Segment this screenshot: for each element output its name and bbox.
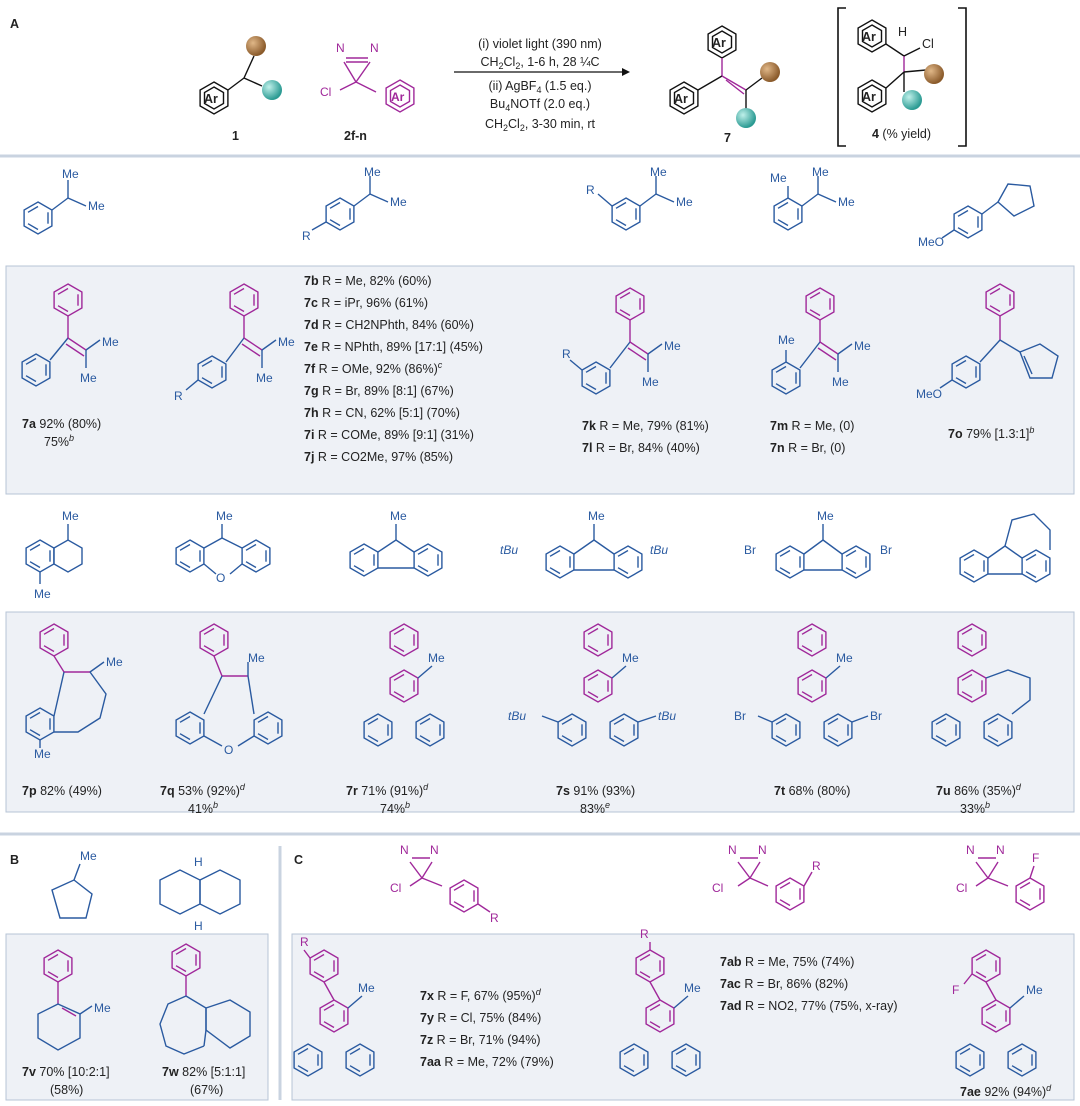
- condition-3: (ii) AgBF$_4$ (1.5 eq.): [488, 79, 592, 95]
- yield-7q: 7q 53% $(92\%)^d$: [160, 782, 245, 798]
- me-label: Me: [770, 171, 787, 185]
- yield-7c: 7c R = iPr, 96% (61%): [304, 296, 429, 310]
- n-label: N: [966, 843, 975, 857]
- r-label: R: [586, 183, 595, 197]
- substrate-para-cumene: [302, 165, 407, 243]
- yield-7u: 7u 86% $(35\%)^d$: [936, 782, 1021, 798]
- me-label: Me: [278, 335, 295, 349]
- yield-7s: 7s 91% (93%): [556, 784, 636, 798]
- yield-7m: 7m R = Me, (0): [770, 419, 855, 433]
- yield-7h: 7h R = CN, 62% [5:1] (70%): [304, 406, 460, 420]
- meo-label: MeO: [916, 387, 943, 401]
- yield-7d: 7d R = CH2NPhth, 84% (60%): [304, 318, 474, 332]
- h-label: H: [194, 855, 203, 869]
- substrate-methylcyclopentane: [52, 849, 97, 918]
- products-panel-c: [292, 934, 1074, 1100]
- ar-label-2: Ar: [391, 90, 405, 104]
- o-label: O: [216, 571, 226, 585]
- reactant-1-label: 1: [232, 129, 239, 143]
- substrate-decalin: [160, 855, 240, 933]
- yield-7k: 7k R = Me, 79% (81%): [582, 419, 709, 433]
- yield-7a: 7a 92% (80%): [22, 417, 102, 431]
- me-label: Me: [664, 339, 681, 353]
- yield-7aa: 7aa R = Me, 72% (79%): [420, 1055, 554, 1069]
- yield-7l: 7l R = Br, 84% (40%): [582, 441, 700, 455]
- f-label: F: [1032, 851, 1040, 865]
- condition-5: $CH_2Cl_2$, 3-30 min, rt: [484, 117, 596, 133]
- me-label: Me: [812, 165, 829, 179]
- teal-sphere-icon-3: [902, 90, 922, 110]
- yield-7ab: 7ab R = Me, 75% (74%): [720, 955, 855, 969]
- yield-7v: 7v 70% [10:2:1]: [22, 1065, 110, 1079]
- cl-label: Cl: [956, 881, 968, 895]
- me-label: Me: [62, 509, 79, 523]
- me-label: Me: [248, 651, 265, 665]
- br-label: Br: [880, 543, 892, 557]
- me-label: Me: [428, 651, 445, 665]
- ar-label: Ar: [204, 92, 218, 106]
- r-label: R: [562, 347, 571, 361]
- substrate-ortho-cumene: [770, 165, 855, 230]
- brown-sphere-icon: [246, 36, 266, 56]
- yield-7w-alt: (67%): [190, 1083, 224, 1097]
- h-label: H: [898, 25, 908, 39]
- me-label: Me: [642, 375, 659, 389]
- me-label: Me: [94, 1001, 111, 1015]
- me-label: Me: [1026, 983, 1043, 997]
- yield-7e: 7e R = NPhth, 89% [17:1] (45%): [304, 340, 483, 354]
- meo-label: MeO: [918, 235, 945, 249]
- n-label: N: [400, 843, 409, 857]
- substrate-xanthene: [176, 509, 270, 585]
- reaction-conditions: [454, 37, 630, 133]
- me-label: Me: [102, 335, 119, 349]
- me-label: Me: [80, 849, 97, 863]
- ar-label-6: Ar: [862, 90, 876, 104]
- o-label: O: [224, 743, 234, 757]
- reactant-2-label: 2f-n: [344, 129, 367, 143]
- yield-7x: 7x R = F, 67% $(95\%)^d$: [420, 987, 541, 1003]
- me-label: Me: [588, 509, 605, 523]
- products-panel-2: [6, 612, 1074, 812]
- r-label: R: [174, 389, 183, 403]
- r-label: R: [300, 935, 309, 949]
- me-label: Me: [106, 655, 123, 669]
- substrate-cumene: [24, 167, 105, 234]
- condition-1: (i) violet light (390 nm): [478, 37, 602, 51]
- r-label: R: [812, 859, 821, 873]
- me-label: Me: [817, 509, 834, 523]
- yield-7n: 7n R = Br, (0): [770, 441, 846, 455]
- cl-label-2: Cl: [922, 37, 934, 51]
- yield-7y: 7y R = Cl, 75% (84%): [420, 1011, 542, 1025]
- side-product-label: 4 (% yield): [872, 127, 932, 141]
- yield-7t: 7t 68% (80%): [774, 784, 851, 798]
- condition-4: $Bu_4NOTf$ (2.0 eq.): [489, 97, 591, 113]
- substrate-cyclopentyl: [918, 184, 1034, 249]
- yield-7a-alt: 75%$^b$: [44, 433, 75, 449]
- yield-7q-alt: 41%$^b$: [188, 800, 219, 816]
- panel-label-c: C: [294, 853, 304, 867]
- me-label: Me: [390, 509, 407, 523]
- tbu-label: tBu: [500, 543, 519, 557]
- product-7-label: 7: [724, 131, 731, 145]
- me-label: Me: [62, 167, 79, 181]
- yield-7o: 7o 79% [1.3:1]$^b$: [948, 425, 1035, 441]
- teal-sphere-icon-2: [736, 108, 756, 128]
- n-label-2: N: [370, 41, 379, 55]
- substrate-br-fluorene: [744, 509, 892, 578]
- teal-sphere-icon: [262, 80, 282, 100]
- panel-label-b: B: [10, 853, 20, 867]
- product-7-structure: [670, 26, 780, 145]
- tbu-label: tBu: [650, 543, 669, 557]
- n-label: N: [430, 843, 439, 857]
- me-label: Me: [256, 371, 273, 385]
- yield-7ae: 7ae 92% $(94\%)^d$: [960, 1083, 1052, 1099]
- yield-7ad: 7ad R = NO2, 77% (75%, x-ray): [720, 999, 898, 1013]
- me-label: Me: [34, 587, 51, 601]
- reactant-1-structure: [200, 36, 282, 143]
- yield-7g: 7g R = Br, 89% [8:1] (67%): [304, 384, 454, 398]
- tbu-label: tBu: [658, 709, 677, 723]
- me-label: Me: [832, 375, 849, 389]
- cl-label: Cl: [390, 881, 402, 895]
- yield-7j: 7j R = CO2Me, 97% (85%): [304, 450, 454, 464]
- me-label: Me: [676, 195, 693, 209]
- yield-7z: 7z R = Br, 71% (94%): [420, 1033, 541, 1047]
- cl-label: Cl: [712, 881, 724, 895]
- me-label: Me: [34, 747, 51, 761]
- side-product-4-structure: [838, 8, 966, 146]
- yield-7i: 7i R = COMe, 89% [9:1] (31%): [304, 428, 474, 442]
- diazirine-meta: [712, 843, 821, 910]
- brown-sphere-icon-2: [760, 62, 780, 82]
- f-label: F: [952, 983, 960, 997]
- br-label: Br: [734, 709, 746, 723]
- yield-7p: 7p 82% (49%): [22, 784, 102, 798]
- diazirine-para: [390, 843, 499, 925]
- ar-label-4: Ar: [674, 92, 688, 106]
- n-label: N: [728, 843, 737, 857]
- n-label: N: [758, 843, 767, 857]
- r-label: R: [640, 927, 649, 941]
- ar-label-3: Ar: [712, 36, 726, 50]
- cl-label: Cl: [320, 85, 332, 99]
- yield-7u-alt: 33%$^b$: [960, 800, 991, 816]
- me-label: Me: [854, 339, 871, 353]
- me-label: Me: [88, 199, 105, 213]
- panel-label-a: A: [10, 17, 20, 31]
- h-label: H: [194, 919, 203, 933]
- yield-7w: 7w 82% [5:1:1]: [162, 1065, 246, 1079]
- me-label: Me: [364, 165, 381, 179]
- yield-7s-alt: 83%$^e$: [580, 800, 611, 816]
- yield-7b: 7b R = Me, 82% (60%): [304, 274, 432, 288]
- me-label: Me: [684, 981, 701, 995]
- brown-sphere-icon-3: [924, 64, 944, 84]
- tbu-label: tBu: [508, 709, 527, 723]
- me-label: Me: [836, 651, 853, 665]
- products-panel-1: [6, 266, 1074, 494]
- yield-7f: 7f R = OMe, 92% $(86\%)^c$: [304, 360, 443, 376]
- yield-7r: 7r 71% $(91\%)^d$: [346, 782, 429, 798]
- n-label-1: N: [336, 41, 345, 55]
- me-label: Me: [216, 509, 233, 523]
- me-label: Me: [358, 981, 375, 995]
- substrate-fluorene: [350, 509, 442, 576]
- substrate-fused-fluorene: [960, 514, 1050, 582]
- me-label: Me: [778, 333, 795, 347]
- ar-label-5: Ar: [862, 30, 876, 44]
- yield-7v-alt: (58%): [50, 1083, 84, 1097]
- br-label: Br: [870, 709, 882, 723]
- substrate-tbu-fluorene: [500, 509, 668, 578]
- diazirine-ortho-f: [956, 843, 1044, 910]
- br-label: Br: [744, 543, 756, 557]
- condition-2: $CH_2Cl_2$, 1-6 h, 28 ¼C: [480, 55, 600, 71]
- r-label: R: [302, 229, 311, 243]
- me-label: Me: [650, 165, 667, 179]
- me-label: Me: [390, 195, 407, 209]
- substrate-meta-cumene: [586, 165, 693, 230]
- yield-7ac: 7ac R = Br, 86% (82%): [720, 977, 849, 991]
- me-label: Me: [80, 371, 97, 385]
- n-label: N: [996, 843, 1005, 857]
- me-label: Me: [622, 651, 639, 665]
- yield-7r-alt: 74%$^b$: [380, 800, 411, 816]
- diazirine-2-structure: [320, 41, 414, 143]
- me-label: Me: [838, 195, 855, 209]
- r-label: R: [490, 911, 499, 925]
- substrate-tetralin: [26, 509, 82, 601]
